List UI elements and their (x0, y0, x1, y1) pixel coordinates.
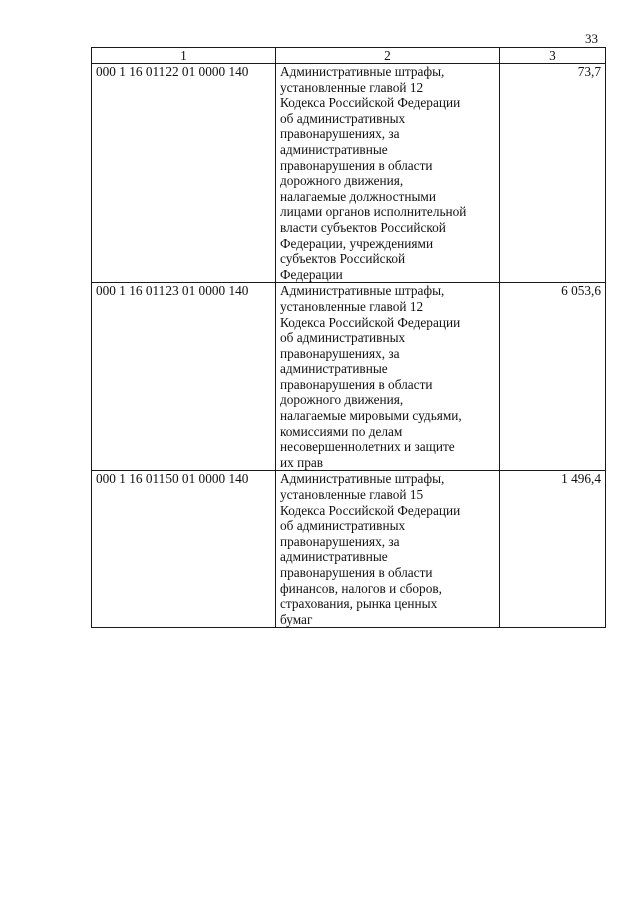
description-cell (276, 283, 500, 471)
description-line: лицами органов исполнительной (280, 204, 467, 220)
description-line: установленные главой 12 (280, 298, 424, 314)
table-header (92, 48, 606, 64)
description-line: дорожного движения, (280, 392, 404, 408)
description-line: административные (280, 549, 388, 565)
description-line: несовершеннолетних и защите (280, 439, 455, 455)
description-line: административные (280, 361, 388, 377)
page-number: 33 (585, 31, 598, 46)
column-header-amount: 3 (500, 48, 606, 64)
description-line: дорожного движения, (280, 173, 404, 189)
amount-cell: 1 496,4 (500, 471, 606, 628)
description-line: финансов, налогов и сборов, (280, 580, 442, 596)
description-line: правонарушения в области (280, 376, 433, 392)
description-line: Административные штрафы, (280, 471, 445, 487)
description-line: Кодекса Российской Федерации (280, 502, 461, 518)
description-cell (276, 471, 500, 628)
table-row (92, 283, 606, 471)
description-line: Кодекса Российской Федерации (280, 95, 461, 111)
description-line: об административных (280, 330, 406, 346)
description-line: установленные главой 15 (280, 487, 424, 503)
description-line: Административные штрафы, (280, 64, 445, 79)
description-line: правонарушениях, за (280, 533, 400, 549)
column-header-code: 1 (92, 48, 276, 64)
description-line: власти субъектов Российской (280, 219, 446, 235)
amount-cell: 73,7 (500, 64, 606, 283)
description-line: страхования, рынка ценных (280, 596, 438, 612)
budget-code-cell: 000 1 16 01123 01 0000 140 (92, 283, 276, 471)
description-line: Кодекса Российской Федерации (280, 314, 461, 330)
description-cell (276, 64, 500, 283)
description-line: правонарушениях, за (280, 126, 400, 142)
budget-table (91, 47, 606, 628)
description-line: налагаемые должностными (280, 188, 436, 204)
column-header-description: 2 (276, 48, 500, 64)
header-row (92, 48, 606, 64)
description-line: об административных (280, 518, 406, 534)
description-line: Административные штрафы, (280, 283, 445, 299)
description-line: Федерации (280, 266, 343, 282)
description-line: налагаемые мировыми судьями, (280, 408, 462, 424)
description-line: их прав (280, 454, 324, 470)
description-line: субъектов Российской (280, 251, 406, 267)
table-row (92, 64, 606, 283)
description-line: правонарушениях, за (280, 345, 400, 361)
amount-cell: 6 053,6 (500, 283, 606, 471)
budget-code-cell: 000 1 16 01150 01 0000 140 (92, 471, 276, 628)
description-line: правонарушения в области (280, 157, 433, 173)
table-row (92, 471, 606, 628)
description-line: правонарушения в области (280, 565, 433, 580)
description-line: установленные главой 12 (280, 79, 424, 95)
description-line: бумаг (280, 611, 313, 627)
budget-code-cell: 000 1 16 01122 01 0000 140 (92, 64, 276, 283)
description-line: об административных (280, 110, 406, 126)
description-line: административные (280, 141, 388, 157)
description-line: комиссиями по делам (280, 423, 403, 439)
description-line: Федерации, учреждениями (280, 235, 434, 251)
table-body (92, 64, 606, 628)
